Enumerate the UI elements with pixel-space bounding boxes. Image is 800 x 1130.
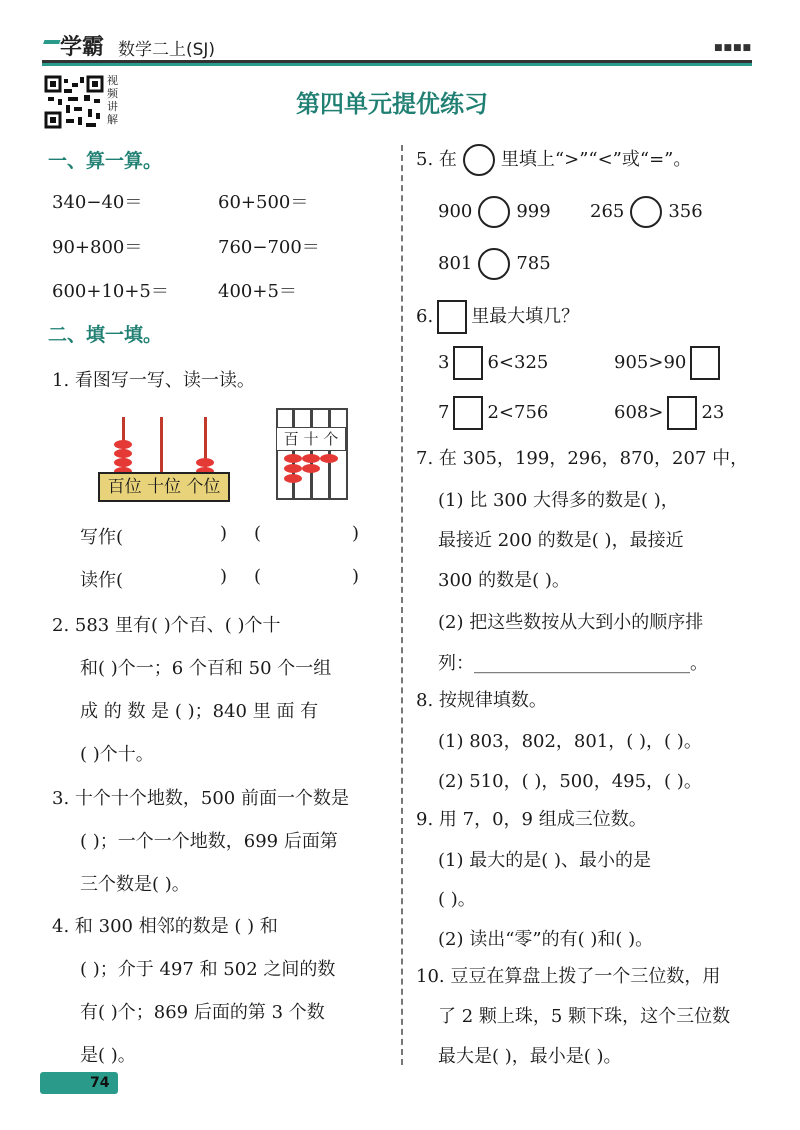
book-title: 数学二上(SJ) xyxy=(118,40,216,60)
brand-text: 学霸 xyxy=(60,35,105,60)
q5-text-a: 5. 在 xyxy=(416,149,457,170)
digit-fill-item xyxy=(438,396,548,430)
compare-right: 356 xyxy=(668,201,703,222)
read-label: 读作( xyxy=(80,570,124,591)
compare-circle[interactable] xyxy=(630,196,662,228)
question-7-line: 7. 在 305，199，296，870，207 中， xyxy=(416,448,749,469)
q6-text-b: 里最大填几？ xyxy=(471,306,580,327)
question-2-line: 成 的 数 是 ( )；840 里 面 有 xyxy=(80,701,319,722)
question-1-text: 1. 看图写一写、读一读。 xyxy=(52,370,255,391)
question-8-line: (2) 510，( )，500，495，( )。 xyxy=(438,771,702,792)
question-4-line: ( )；介于 497 和 502 之间的数 xyxy=(80,959,336,980)
digit-fill-item xyxy=(438,346,548,380)
abacus-rod xyxy=(160,417,163,474)
paren-close: ) xyxy=(220,523,228,544)
page-number: 74 xyxy=(90,1075,110,1091)
page-title: 第四单元提优练习 xyxy=(296,90,488,118)
digit-fill-right: 2<756 xyxy=(487,402,549,423)
calc-item: 340−40＝ xyxy=(52,192,143,213)
question-9-line: 9. 用 7，0，9 组成三位数。 xyxy=(416,809,647,830)
question-6-prompt xyxy=(416,300,579,334)
compare-circle[interactable] xyxy=(478,196,510,228)
abacus-1-place-labels: 百位 十位 个位 xyxy=(98,472,230,502)
abacus-bead xyxy=(302,464,320,473)
question-2-line: 2. 583 里有( )个百、( )个十 xyxy=(52,615,281,636)
question-3-line: ( )；一个一个地数，699 后面第 xyxy=(80,831,338,852)
column-divider xyxy=(401,145,403,1065)
qr-code-icon[interactable] xyxy=(44,75,104,129)
question-7-line: 最接近 200 的数是( )，最接近 xyxy=(438,530,684,551)
calc-item: 760−700＝ xyxy=(218,237,320,258)
compare-left: 265 xyxy=(590,201,625,222)
question-4-line: 有( )个；869 后面的第 3 个数 xyxy=(80,1002,325,1023)
paren-close: ) xyxy=(352,566,360,587)
question-2-line: 和( )个一；6 个百和 50 个一组 xyxy=(80,658,332,679)
qr-label: 视频讲解 xyxy=(107,74,118,126)
question-7-line: (1) 比 300 大得多的数是( )， xyxy=(438,490,679,511)
abacus-bead xyxy=(284,474,302,483)
digit-fill-item xyxy=(614,396,724,430)
answer-box[interactable] xyxy=(453,396,483,430)
question-3-line: 三个数是( )。 xyxy=(80,874,190,895)
section-heading-calc: 一、算一算。 xyxy=(48,150,163,172)
digit-fill-left: 3 xyxy=(438,352,450,373)
answer-box[interactable] xyxy=(667,396,697,430)
digit-fill-left: 7 xyxy=(438,402,450,423)
compare-circle[interactable] xyxy=(478,248,510,280)
answer-box[interactable] xyxy=(690,346,720,380)
brand-logo xyxy=(42,30,104,61)
digit-fill-right: 6<325 xyxy=(487,352,549,373)
question-7-line: 300 的数是( )。 xyxy=(438,570,570,591)
abacus-bead xyxy=(284,464,302,473)
question-4-line: 4. 和 300 相邻的数是 ( ) 和 xyxy=(52,916,278,937)
digit-fill-item xyxy=(614,346,724,380)
abacus-2-place-labels: 百 十 个 xyxy=(276,427,346,451)
question-10-line: 了 2 颗上珠，5 颗下珠，这个三位数 xyxy=(438,1006,731,1027)
paren-open: ( xyxy=(254,566,262,587)
abacus-bead xyxy=(196,458,214,467)
question-9-line: (2) 读出“零”的有( )和( )。 xyxy=(438,929,654,950)
question-4-line: 是( )。 xyxy=(80,1045,136,1066)
question-2-line: ( )个十。 xyxy=(80,744,154,765)
q5-text-b: 里填上“>”“<”或“=”。 xyxy=(500,149,692,170)
calc-item: 600+10+5＝ xyxy=(52,281,169,302)
compare-right: 999 xyxy=(516,201,551,222)
digit-fill-left: 608> xyxy=(614,402,664,423)
question-5-prompt xyxy=(416,144,691,176)
answer-box-sample xyxy=(437,300,467,334)
abacus-bead xyxy=(320,454,338,463)
compare-item xyxy=(438,248,551,280)
question-9-line: ( )。 xyxy=(438,889,476,910)
paren-close: ) xyxy=(220,566,228,587)
question-3-line: 3. 十个十个地数，500 前面一个数是 xyxy=(52,788,349,809)
header-accent-bar xyxy=(42,63,752,66)
compare-circle-sample xyxy=(463,144,495,176)
question-7-line: 列：________________________。 xyxy=(438,653,708,674)
abacus-bead xyxy=(114,458,132,467)
question-8-line: (1) 803，802，801，( )，( )。 xyxy=(438,731,702,752)
compare-item xyxy=(438,196,551,228)
calc-item: 60+500＝ xyxy=(218,192,309,213)
q6-text-a: 6. xyxy=(416,306,434,327)
abacus-bead xyxy=(114,449,132,458)
abacus-bead xyxy=(114,440,132,449)
question-10-line: 10. 豆豆在算盘上拨了一个三位数，用 xyxy=(416,966,721,987)
compare-left: 900 xyxy=(438,201,473,222)
header-decoration: ■■■■ xyxy=(714,43,753,53)
compare-item xyxy=(590,196,703,228)
answer-box[interactable] xyxy=(453,346,483,380)
abacus-figure-2 xyxy=(276,408,348,500)
section-heading-fill: 二、填一填。 xyxy=(48,324,163,346)
compare-right: 785 xyxy=(516,253,551,274)
abacus-bead xyxy=(302,454,320,463)
compare-left: 801 xyxy=(438,253,473,274)
digit-fill-right: 23 xyxy=(701,402,725,423)
cap-icon xyxy=(39,40,60,54)
calc-item: 400+5＝ xyxy=(218,281,297,302)
digit-fill-left: 905>90 xyxy=(614,352,687,373)
question-8-line: 8. 按规律填数。 xyxy=(416,690,547,711)
question-9-line: (1) 最大的是( )、最小的是 xyxy=(438,850,651,871)
abacus-figure-1 xyxy=(98,412,228,474)
write-label: 写作( xyxy=(80,527,124,548)
abacus-bead xyxy=(284,454,302,463)
question-7-line: (2) 把这些数按从大到小的顺序排 xyxy=(438,612,704,633)
calc-item: 90+800＝ xyxy=(52,237,143,258)
paren-open: ( xyxy=(254,523,262,544)
paren-close: ) xyxy=(352,523,360,544)
question-10-line: 最大是( )，最小是( )。 xyxy=(438,1046,622,1067)
